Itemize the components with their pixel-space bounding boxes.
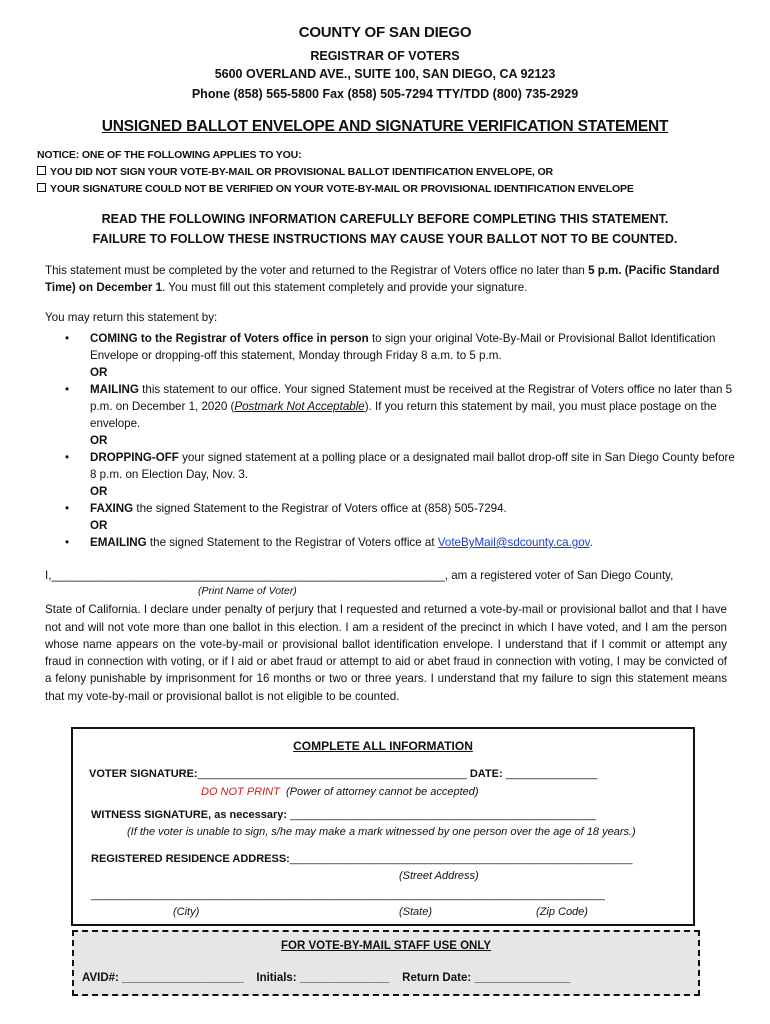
intro-paragraph bbox=[45, 262, 727, 296]
office-address: 5600 OVERLAND AVE., SUITE 100, SAN DIEGO, CA 92123 bbox=[214, 67, 556, 81]
list-item bbox=[45, 534, 735, 551]
initials-field[interactable]: ______________ bbox=[299, 972, 390, 984]
voter-signature-row bbox=[89, 768, 597, 780]
method-2-bold: MAILING bbox=[90, 383, 139, 396]
method-5-bold: EMAILING bbox=[90, 536, 147, 549]
method-1-bold: COMING to the Registrar of Voters office in person bbox=[90, 332, 369, 345]
bullet-icon: • bbox=[65, 536, 70, 549]
checkbox-icon[interactable] bbox=[37, 166, 46, 175]
method-4-text: the signed Statement to the Registrar of Voters office at (858) 505-7294. bbox=[133, 502, 507, 515]
checkbox-icon[interactable] bbox=[37, 183, 46, 192]
declaration bbox=[45, 567, 727, 705]
method-3-bold: DROPPING-OFF bbox=[90, 451, 179, 464]
declaration-suffix: , am a registered voter of San Diego County, bbox=[444, 569, 674, 582]
or-separator: OR bbox=[90, 366, 108, 379]
bullet-icon: • bbox=[65, 502, 70, 515]
witness-signature-label: WITNESS SIGNATURE, as necessary: bbox=[91, 809, 288, 821]
intro-text-a: This statement must be completed by the voter and returned to the Registrar of Voters office no later than bbox=[45, 264, 589, 277]
date-label: DATE: bbox=[469, 768, 503, 780]
witness-signature-field[interactable]: __________________________________________________ bbox=[290, 809, 596, 821]
warning-line-2: FAILURE TO FOLLOW THESE INSTRUCTIONS MAY CAUSE YOUR BALLOT NOT TO BE COUNTED. bbox=[92, 232, 678, 246]
email-link[interactable]: VoteByMail@sdcounty.ca.gov bbox=[437, 536, 590, 549]
method-5-text2: . bbox=[589, 536, 593, 549]
notice-option-1 bbox=[37, 166, 553, 178]
document-title: UNSIGNED BALLOT ENVELOPE AND SIGNATURE VERIFICATION STATEMENT bbox=[101, 118, 669, 135]
complete-all-heading bbox=[73, 739, 693, 753]
intro-deadline: 5 p.m. (Pacific Standard Time) on December 1 bbox=[45, 264, 720, 294]
notice-option-2-text: YOUR SIGNATURE COULD NOT BE VERIFIED ON YOUR VOTE-BY-MAIL OR PROVISIONAL IDENTIFICATION ENVELOPE bbox=[50, 183, 634, 195]
bullet-icon: • bbox=[65, 332, 70, 345]
notice-heading: NOTICE: ONE OF THE FOLLOWING APPLIES TO YOU: bbox=[37, 149, 302, 161]
method-3-text: your signed statement at a polling place or a designated mail ballot drop-off site in San Diego County before 8 p.m. on Election Day, Nov. 3. bbox=[90, 451, 735, 481]
street-address-caption: (Street Address) bbox=[399, 870, 479, 882]
office-phone: Phone (858) 565-5800 Fax (858) 505-7294 TTY/TDD (800) 735-2929 bbox=[191, 87, 579, 101]
voter-signature-label: VOTER SIGNATURE: bbox=[89, 768, 198, 780]
street-address-field[interactable]: ________________________________________________________ bbox=[289, 853, 633, 865]
bullet-icon: • bbox=[65, 383, 70, 396]
voter-name-field[interactable]: _____________________________________________________________ bbox=[51, 569, 445, 582]
or-separator: OR bbox=[90, 434, 108, 447]
return-date-label: Return Date: bbox=[402, 972, 472, 984]
list-item bbox=[45, 381, 735, 432]
bullet-icon: • bbox=[65, 451, 70, 464]
witness-note: (If the voter is unable to sign, s/he may make a mark witnessed by one person over the age of 18 years.) bbox=[127, 826, 636, 838]
method-4-bold: FAXING bbox=[90, 502, 134, 515]
address-row bbox=[91, 853, 632, 865]
print-name-caption: (Print Name of Voter) bbox=[198, 585, 297, 597]
return-date-field[interactable]: _______________ bbox=[474, 972, 571, 984]
method-2-text: this statement to our office. Your signed Statement must be received at the Registrar of Voters office no later than 5 p.m. on December 1, 2020 ( bbox=[90, 383, 733, 413]
city-caption: (City) bbox=[173, 906, 200, 918]
or-separator: OR bbox=[90, 485, 108, 498]
declaration-body: State of California. I declare under penalty of perjury that I requested and returned a vote-by-mail or provisional ballot and that I have not and will not vote more than one ballot in this election. I am a resident of the precinct in which I have voted, and I am the person whose name appears on the vote-by-mail or provisional ballot identification envelope. I understand that if I commit or attempt any fraud in connection with voting, or if I aid or abet fraud or attempt to aid or abet fraud in connection with voting, I may be convicted of a felony punishable by imprisonment for 16 months or two or three years. I understand that my failure to sign this statement means that my vote-by-mail or provisional ballot is not eligible to be counted. bbox=[45, 603, 727, 703]
staff-heading-text: FOR VOTE-BY-MAIL STAFF USE ONLY bbox=[281, 940, 491, 952]
list-item bbox=[45, 330, 735, 364]
complete-all-heading-text: COMPLETE ALL INFORMATION bbox=[293, 739, 473, 753]
power-of-attorney-note: (Power of attorney cannot be accepted) bbox=[285, 786, 479, 798]
method-2-italic: Postmark Not Acceptable bbox=[234, 400, 365, 413]
notice-option-2 bbox=[37, 183, 634, 195]
staff-use-box bbox=[72, 930, 700, 996]
list-item bbox=[45, 500, 735, 517]
method-5-text: the signed Statement to the Registrar of Voters office at bbox=[146, 536, 438, 549]
date-field[interactable]: _______________ bbox=[505, 768, 598, 780]
voter-signature-field[interactable]: ____________________________________________ bbox=[197, 768, 467, 780]
do-not-print-note: DO NOT PRINT bbox=[201, 786, 280, 798]
signature-note bbox=[201, 786, 479, 798]
county-heading: COUNTY OF SAN DIEGO bbox=[298, 24, 472, 41]
method-1-text: to sign your original Vote-By-Mail or Provisional Ballot Identification Envelope or dropping-off this statement, Monday through Friday 8 a.m. to 5 p.m. bbox=[90, 332, 716, 362]
return-methods-list bbox=[45, 330, 735, 551]
staff-heading bbox=[74, 940, 698, 952]
address-label: REGISTERED RESIDENCE ADDRESS: bbox=[91, 853, 290, 865]
avid-label: AVID#: bbox=[82, 972, 119, 984]
intro-text-b: . You must fill out this statement completely and provide your signature. bbox=[162, 281, 528, 294]
notice-option-1-text: YOU DID NOT SIGN YOUR VOTE-BY-MAIL OR PROVISIONAL BALLOT IDENTIFICATION ENVELOPE, OR bbox=[50, 166, 553, 178]
method-2-text2: ). If you return this statement by mail, you must place postage on the envelope. bbox=[90, 400, 717, 430]
registrar-heading: REGISTRAR OF VOTERS bbox=[310, 49, 460, 63]
staff-fields-row bbox=[82, 972, 570, 984]
return-intro: You may return this statement by: bbox=[45, 311, 218, 324]
avid-field[interactable]: ___________________ bbox=[122, 972, 244, 984]
warning-line-1: READ THE FOLLOWING INFORMATION CAREFULLY BEFORE COMPLETING THIS STATEMENT. bbox=[101, 212, 669, 226]
declaration-prefix: I, bbox=[45, 569, 52, 582]
zip-caption: (Zip Code) bbox=[536, 906, 588, 918]
initials-label: Initials: bbox=[256, 972, 297, 984]
voter-info-box bbox=[71, 727, 695, 926]
list-item bbox=[45, 449, 735, 483]
or-separator: OR bbox=[90, 519, 108, 532]
city-state-zip-field[interactable]: ____________________________________________________________________________________ bbox=[91, 889, 605, 901]
witness-signature-row bbox=[91, 809, 596, 821]
state-caption: (State) bbox=[399, 906, 433, 918]
declaration-name-line bbox=[45, 567, 727, 584]
